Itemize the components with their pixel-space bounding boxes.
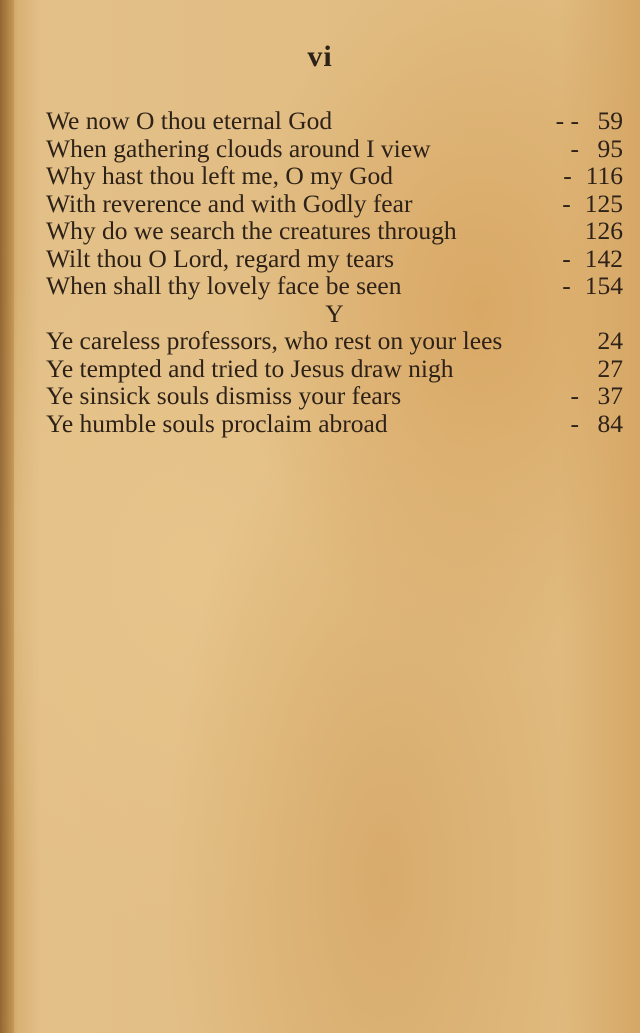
entry-page: 27	[597, 353, 623, 383]
entry-leader: -	[562, 243, 571, 273]
entry-title: Why hast thou left me, O my God	[46, 161, 394, 190]
entry-page: 126	[584, 216, 623, 245]
index-entry	[46, 107, 623, 135]
entry-leader: -	[570, 133, 579, 163]
index-entry	[46, 410, 623, 438]
entry-page: 84	[597, 408, 623, 438]
entry-title: When shall thy lovely face be seen	[46, 271, 402, 300]
index-entry	[46, 190, 623, 218]
entry-leader: -	[562, 188, 571, 218]
index-entry	[46, 272, 623, 300]
page-number: vi	[307, 40, 333, 73]
entry-page: 116	[585, 161, 623, 190]
page-binding-edge	[0, 0, 14, 1033]
entry-title: Ye tempted and tried to Jesus draw nigh	[46, 353, 454, 383]
entry-title: We now O thou eternal God	[46, 106, 333, 135]
entry-page: 24	[597, 326, 623, 355]
entry-title: Wilt thou O Lord, regard my tears	[46, 243, 395, 273]
entry-page: 125	[584, 188, 623, 218]
entry-leader: -	[562, 271, 571, 300]
entry-page: 142	[584, 243, 623, 273]
section-letter: Y	[325, 298, 344, 328]
entry-title: Ye humble souls proclaim abroad	[46, 408, 388, 438]
entry-page: 95	[597, 133, 623, 163]
index-entry	[46, 245, 623, 273]
entry-page: 154	[584, 271, 623, 300]
index-entry	[46, 135, 623, 163]
index-entry	[46, 355, 623, 383]
entry-title: Why do we search the creatures through	[46, 216, 457, 245]
entry-title: With reverence and with Godly fear	[46, 188, 413, 218]
entry-leader: -	[570, 408, 579, 438]
entry-page: 37	[597, 381, 623, 410]
entry-title: Ye careless professors, who rest on your lees	[46, 326, 503, 355]
section-y	[46, 327, 623, 437]
index-entry	[46, 217, 623, 245]
index-entry	[46, 162, 623, 190]
entry-leader: -	[563, 161, 572, 190]
index-entry	[46, 382, 623, 410]
entry-leader: - -	[555, 106, 579, 135]
entry-title: Ye sinsick souls dismiss your fears	[46, 381, 402, 410]
index-entry	[46, 327, 623, 355]
index-list	[46, 107, 623, 437]
entry-title: When gathering clouds around I view	[46, 133, 431, 163]
section-w	[46, 107, 623, 300]
entry-page: 59	[597, 106, 623, 135]
entry-leader: -	[570, 381, 579, 410]
